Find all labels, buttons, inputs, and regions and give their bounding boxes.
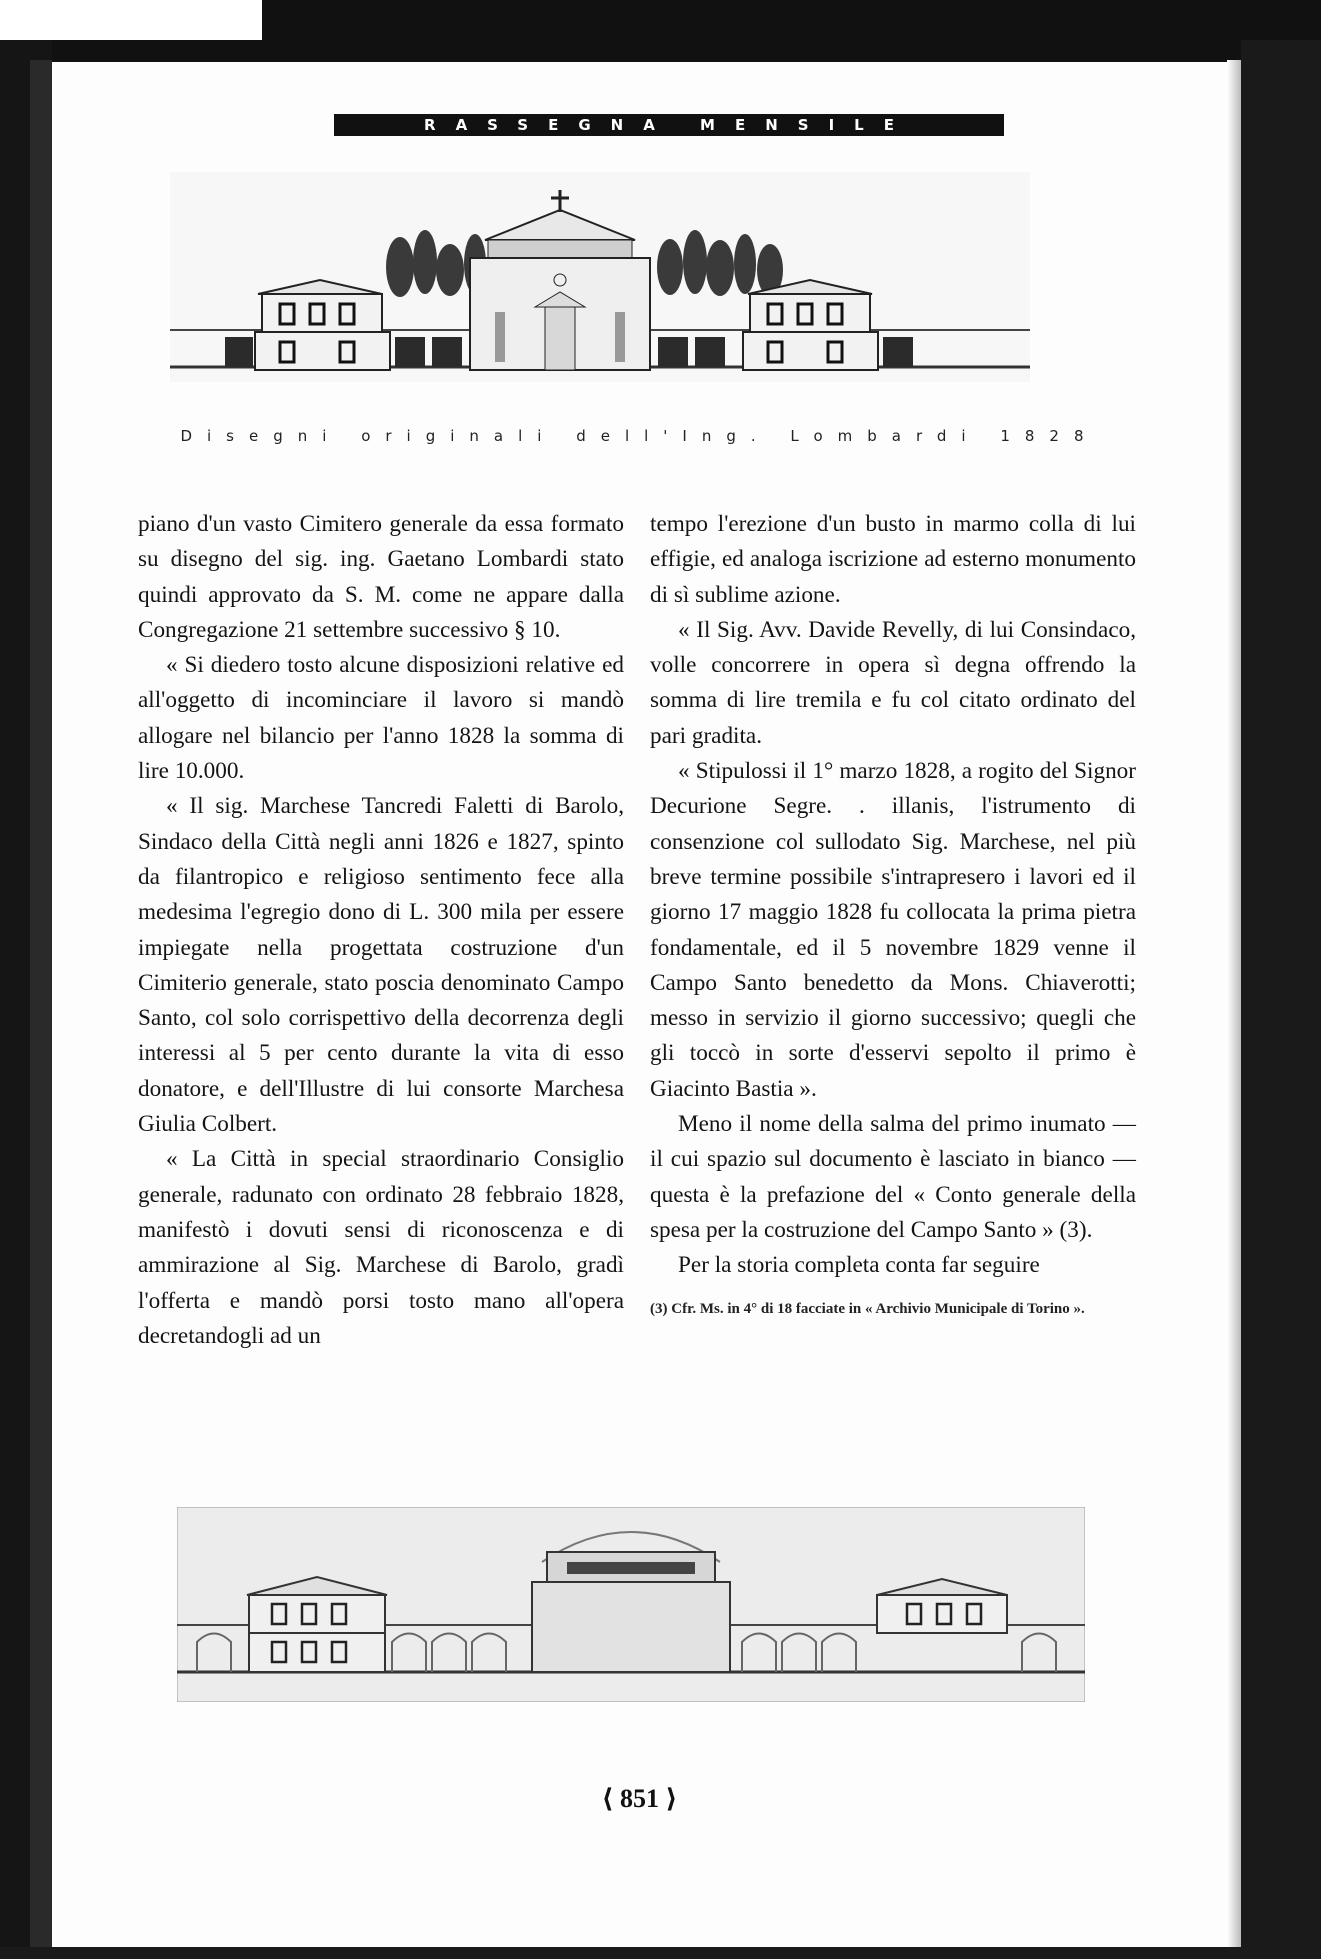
illustration-caption: Disegni originali dell'Ing. Lombardi 1828 bbox=[180, 427, 1099, 445]
paragraph: piano d'un vasto Cimitero generale da essa formato su disegno del sig. ing. Gaetano Lombardi stato quindi approvato da S. M. come ne appare dalla Congregazione 21 settembre successivo § 10. bbox=[138, 511, 624, 643]
cemetery-facade-drawing-bottom bbox=[177, 1507, 1085, 1702]
cemetery-facade-drawing-top bbox=[170, 172, 1030, 382]
scan-frame-bottom bbox=[0, 1947, 1321, 1959]
footnote: (3) Cfr. Ms. in 4° di 18 facciate in « Archivio Municipale di Torino ». bbox=[650, 1300, 1085, 1317]
page-ornament-left: ⟨ bbox=[601, 1784, 620, 1813]
scan-frame-notch bbox=[0, 0, 262, 40]
scan-frame-right bbox=[1241, 40, 1321, 1959]
paragraph: « Stipulossi il 1° marzo 1828, a rogito del Signor Decurione Segre. . illanis, l'istrumento di consenzione col sullodato Sig. Marchese, nel più breve termine possibile s'intrapresero i lavori ed il giorno 17 maggio 1828 fu collocata la prima pietra fondamentale, ed il 5 novembre 1829 venne il Campo Santo benedetto da Mons. Chiaverotti; messo in servizio il giorno successivo; quegli che gli toccò in sorte d'esservi sepolto il primo è Giacinto Bastia ». bbox=[650, 758, 1136, 1102]
scan-frame-left-shade bbox=[30, 60, 52, 1959]
paragraph: « Si diedero tosto alcune disposizioni relative ed all'oggetto di incominciare il lavoro si mandò allogare nel bilancio per l'anno 1828 la somma di lire 10.000. bbox=[138, 652, 624, 785]
bottom-illustration bbox=[177, 1507, 1085, 1702]
left-text-column bbox=[138, 507, 624, 1354]
document-page bbox=[52, 62, 1227, 1947]
top-illustration bbox=[170, 172, 1030, 382]
paragraph: « La Città in special straordinario Consiglio generale, radunato con ordinato 28 febbraio 1828, manifestò i dovuti sensi di riconoscenza e di ammirazione al Sig. Marchese di Barolo, gradì l'offerta e mandò porsi tosto mano all'opera decretandogli ad un bbox=[138, 1146, 624, 1349]
page-number bbox=[52, 1784, 1227, 1814]
page-number-text: 851 bbox=[620, 1784, 659, 1813]
paragraph: « Il Sig. Avv. Davide Revelly, di lui Consindaco, volle concorrere in opera sì degna offrendo la somma di lire tremila e fu col citato ordinato del pari gradita. bbox=[650, 616, 1136, 749]
paragraph: Per la storia completa conta far seguire bbox=[678, 1252, 1040, 1279]
right-text-column bbox=[650, 507, 1136, 1320]
page-ornament-right: ⟩ bbox=[659, 1784, 678, 1813]
paragraph: « Il sig. Marchese Tancredi Faletti di Barolo, Sindaco della Città negli anni 1826 e 1827, spinto da filantropico e religioso sentimento fece alla medesima l'egregio dono di L. 300 mila per essere impiegate nella progettata costruzione d'un Cimiterio generale, stato poscia denominato Campo Santo, col solo corrispettivo della decorrenza degli interessi al 5 per cento durante la vita di esso donatore, e dell'Illustre di lui consorte Marchesa Giulia Colbert. bbox=[138, 793, 624, 1138]
magazine-banner: RASSEGNA MENSILE bbox=[334, 114, 1004, 136]
paragraph: Meno il nome della salma del primo inumato — il cui spazio sul documento è lasciato in bianco — questa è la prefazione del « Conto generale della spesa per la costruzione del Campo Santo » (3). bbox=[650, 1111, 1136, 1243]
paragraph: tempo l'erezione d'un busto in marmo colla di lui effigie, ed analoga iscrizione ad esterno monumento di sì sublime azione. bbox=[650, 511, 1136, 608]
scan-frame-right-shade bbox=[1227, 60, 1241, 1959]
